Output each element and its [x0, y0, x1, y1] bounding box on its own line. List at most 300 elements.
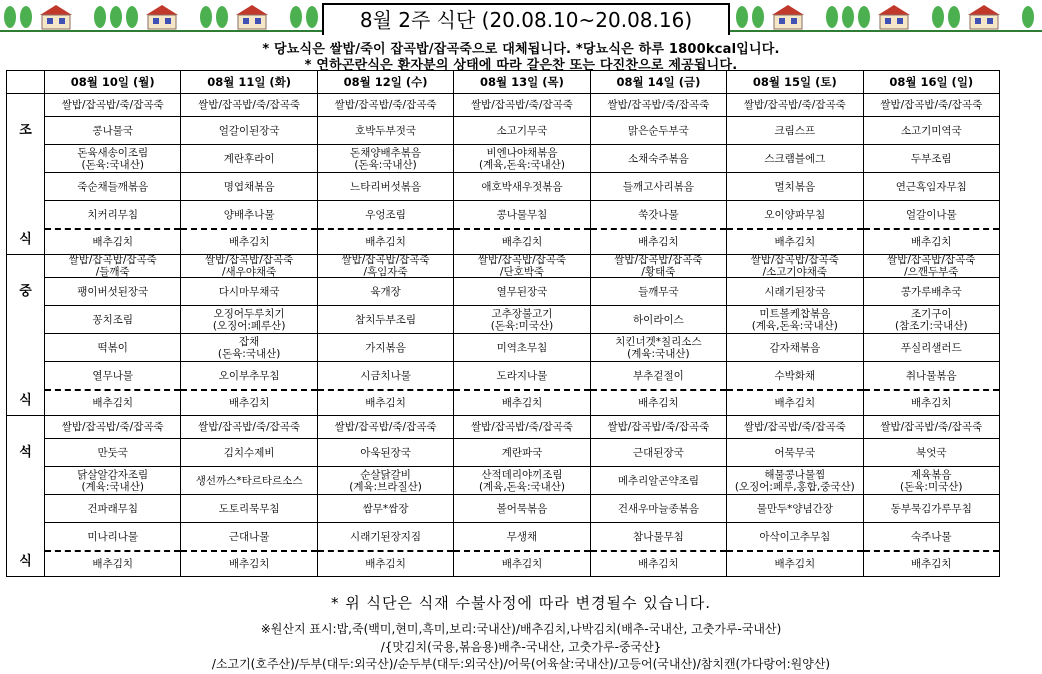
menu-item: [864, 523, 999, 552]
menu-item-text: 쌀밥/잡곡밥/죽/잡곡죽: [334, 421, 437, 433]
menu-item-text: 고추장불고기 (돈육:미국산): [490, 307, 554, 332]
menu-item-text: 잡채 (돈육:국내산): [217, 335, 281, 360]
page-title: 8월 2주 식단 (20.08.10~20.08.16): [322, 3, 730, 35]
menu-item-text: 다시마무채국: [218, 285, 280, 298]
house-tree-decoration-icon: [732, 3, 1042, 31]
menu-item: [591, 495, 726, 523]
menu-item-text: 소고기미역국: [900, 124, 962, 137]
menu-item-text: 동부묵김가루무침: [890, 502, 972, 515]
menu-item: [181, 173, 316, 201]
menu-item-text: 우엉조림: [365, 208, 406, 221]
menu-item-text: 쌀밥/잡곡밥/죽/잡곡죽: [471, 99, 573, 111]
menu-item: [181, 278, 316, 306]
menu-item-text: 소고기무국: [496, 124, 548, 137]
menu-cell: [454, 255, 590, 416]
menu-item-text: 쌀밥/잡곡밥/죽/잡곡죽: [880, 99, 983, 111]
menu-item: [864, 278, 999, 306]
diabetic-note: * 당뇨식은 쌀밥/죽이 잡곡밥/잡곡죽으로 대체됩니다. *당뇨식은 하루 1800kcal입니다.: [262, 42, 780, 57]
menu-item: [454, 334, 589, 362]
menu-cell: [181, 255, 317, 416]
menu-item-text: 쌀밥/잡곡밥/죽/잡곡죽: [743, 421, 846, 433]
meal-label-char: 식: [19, 554, 32, 569]
meal-label-char: 중: [19, 284, 32, 299]
menu-item: [45, 94, 180, 117]
menu-item-text: 쌀밥/잡곡밥/잡곡죽 /단호박죽: [477, 255, 567, 278]
menu-item-text: 오이부추무침: [218, 369, 280, 382]
menu-item: [727, 523, 862, 552]
menu-item: [454, 306, 589, 334]
menu-cell: [863, 416, 999, 577]
menu-cell: [317, 416, 453, 577]
menu-item: [591, 334, 726, 362]
menu-item: [727, 94, 862, 117]
menu-item-text: 배추김치: [228, 236, 270, 248]
menu-item-text: 배추김치: [910, 397, 952, 409]
menu-item: [454, 416, 589, 439]
menu-item-text: 메추리알곤약조림: [617, 474, 699, 487]
menu-item-text: 호박두부젓국: [355, 124, 416, 137]
menu-item: [318, 523, 453, 552]
menu-item: [45, 495, 180, 523]
menu-item-text: 어묵무국: [774, 446, 816, 459]
menu-item: [727, 416, 862, 439]
menu-item-text: 명엽채볶음: [223, 180, 275, 193]
menu-item: [454, 523, 589, 552]
menu-item-text: 시금치나물: [360, 369, 411, 382]
menu-item-text: 쌀밥/잡곡밥/죽/잡곡죽: [334, 99, 437, 111]
menu-item-text: 열무된장국: [496, 285, 548, 298]
menu-item: [318, 439, 453, 467]
menu-item: [454, 145, 589, 173]
menu-item-text: 배추김치: [638, 397, 679, 409]
menu-item-text: 애호박새우젓볶음: [481, 180, 563, 193]
menu-item-text: 돈채양배추볶음 (돈육:국내산): [350, 146, 422, 171]
menu-item-text: 푸실리샐러드: [900, 341, 962, 354]
menu-item-text: 쌀밥/잡곡밥/죽/잡곡죽: [607, 99, 710, 111]
menu-item-text: 산적데리야끼조림 (계육,돈육:국내산): [478, 468, 566, 493]
menu-item-text: 계란후라이: [223, 152, 275, 165]
menu-item: [591, 467, 726, 495]
kimchi-item: [727, 552, 862, 576]
menu-item: [864, 201, 999, 230]
day-header: 08월 12일 (수): [317, 71, 453, 94]
origin-line: /소고기(호주산)/두부(대두:외국산)/순두부(대두:외국산)/어묵(어육살:국내산)/고등어(국내산)/참치캔(가다랑어:원양산): [211, 657, 831, 671]
menu-item-text: 쌀밥/잡곡밥/죽/잡곡죽: [61, 99, 164, 111]
menu-item: [45, 416, 180, 439]
menu-item: [181, 117, 316, 145]
menu-item: [181, 145, 316, 173]
menu-item-text: 제육볶음 (돈육:미국산): [900, 468, 963, 493]
menu-item: [864, 255, 999, 278]
menu-item-text: 배추김치: [501, 236, 543, 248]
menu-cell: [454, 416, 590, 577]
menu-item-text: 닭살알감자조림 (계육:국내산): [77, 468, 149, 493]
menu-item-text: 아욱된장국: [360, 446, 411, 459]
menu-cell: [181, 94, 317, 255]
menu-item: [45, 255, 180, 278]
menu-item: [318, 173, 453, 201]
meal-label-char: 식: [19, 232, 32, 247]
menu-item-text: 가지볶음: [365, 341, 406, 354]
menu-cell: [727, 94, 863, 255]
menu-item: [727, 201, 862, 230]
meal-label-char: 석: [19, 445, 32, 460]
menu-item-text: 도라지나물: [496, 369, 548, 382]
menu-item-text: 스크램블에그: [764, 152, 826, 165]
menu-item-text: 배추김치: [228, 397, 270, 409]
change-notice: * 위 식단은 식재 수불사정에 따라 변경될수 있습니다.: [331, 594, 711, 612]
menu-item: [181, 416, 316, 439]
date-header-row: [7, 71, 1000, 94]
menu-item-text: 계란파국: [501, 446, 543, 459]
menu-item-text: 물만두*양념간장: [756, 502, 833, 515]
kimchi-item: [591, 230, 726, 254]
meal-label-breakfast: [7, 94, 45, 255]
menu-item: [454, 467, 589, 495]
menu-item-text: 느타리버섯볶음: [350, 180, 422, 193]
menu-item: [318, 145, 453, 173]
kimchi-item: [181, 391, 316, 415]
menu-item: [318, 278, 453, 306]
menu-item-text: 무생채: [506, 530, 538, 543]
menu-item-text: 오징어두루치기 (오징어:페루산): [212, 307, 286, 332]
menu-cell: [863, 94, 999, 255]
menu-item: [318, 416, 453, 439]
menu-item-text: 쑥갓나물: [638, 208, 679, 221]
kimchi-item: [45, 230, 180, 254]
kimchi-item: [454, 391, 589, 415]
menu-item-text: 쌀밥/잡곡밥/잡곡죽 /들깨죽: [68, 255, 157, 278]
menu-item: [45, 362, 180, 391]
menu-item: [181, 201, 316, 230]
menu-item: [591, 416, 726, 439]
menu-item: [45, 278, 180, 306]
meal-label-char: 조: [19, 123, 32, 138]
menu-item-text: 맑은순두부국: [627, 124, 689, 137]
menu-item: [454, 201, 589, 230]
kimchi-item: [864, 391, 999, 415]
kimchi-item: [181, 230, 316, 254]
menu-item-text: 부추겉절이: [633, 369, 684, 382]
menu-item-text: 쌀밥/잡곡밥/잡곡죽 /흑임자죽: [341, 255, 430, 278]
menu-item: [181, 334, 316, 362]
menu-item-text: 참치두부조림: [355, 313, 416, 326]
menu-item: [45, 334, 180, 362]
menu-item-text: 숙주나물: [910, 530, 952, 543]
kimchi-item: [45, 552, 180, 576]
kimchi-item: [318, 230, 453, 254]
menu-item-text: 아삭이고추무침: [759, 530, 831, 543]
menu-item: [591, 145, 726, 173]
menu-item-text: 김치수제비: [223, 446, 275, 459]
origin-line: /{맛김치(국용,볶음용)배추-국내산, 고춧가루-중국산}: [380, 640, 662, 654]
menu-cell: [45, 94, 181, 255]
menu-item-text: 양배추나물: [223, 208, 275, 221]
menu-item-text: 근대나물: [228, 530, 270, 543]
menu-item-text: 배추김치: [92, 558, 133, 570]
menu-item-text: 배추김치: [638, 236, 679, 248]
menu-cell: [590, 255, 726, 416]
kimchi-item: [591, 391, 726, 415]
menu-item-text: 만둣국: [97, 446, 128, 459]
menu-cell: [317, 94, 453, 255]
menu-item-text: 콩가루배추국: [900, 285, 962, 298]
menu-item: [45, 467, 180, 495]
menu-item: [591, 255, 726, 278]
menu-item-text: 미트볼케찹볶음 (계육,돈육:국내산): [751, 307, 838, 332]
menu-item: [45, 117, 180, 145]
menu-item: [181, 362, 316, 391]
menu-item-text: 치커리무침: [87, 208, 139, 221]
kimchi-item: [864, 230, 999, 254]
menu-item: [864, 173, 999, 201]
menu-item-text: 들깨무국: [638, 285, 679, 298]
menu-item-text: 쌀밥/잡곡밥/잡곡죽 /으깬두부죽: [887, 255, 976, 278]
menu-item-text: 건새우마늘종볶음: [617, 502, 699, 515]
menu-item-text: 들깨고사리볶음: [622, 180, 694, 193]
menu-item-text: 두부조림: [910, 152, 952, 165]
menu-cell: [181, 416, 317, 577]
meal-label-lunch: [7, 255, 45, 416]
menu-item-text: 소채숙주볶음: [627, 152, 689, 165]
menu-item-text: 쌀밥/잡곡밥/죽/잡곡죽: [743, 99, 846, 111]
meal-row-breakfast: [7, 94, 1000, 255]
menu-item: [727, 145, 862, 173]
day-header: 08월 16일 (일): [863, 71, 999, 94]
menu-item-text: 볼어묵볶음: [496, 502, 548, 515]
kimchi-item: [727, 230, 862, 254]
menu-item: [318, 362, 453, 391]
menu-item: [45, 145, 180, 173]
menu-item: [727, 362, 862, 391]
menu-item-text: 시래기된장지짐: [350, 530, 422, 543]
menu-item-text: 참나물무침: [633, 530, 684, 543]
menu-item: [864, 117, 999, 145]
menu-item: [318, 334, 453, 362]
kimchi-item: [181, 552, 316, 576]
menu-item-text: 수박화채: [774, 369, 816, 382]
meal-row-lunch: [7, 255, 1000, 416]
menu-item: [864, 306, 999, 334]
menu-item-text: 배추김치: [228, 558, 270, 570]
menu-item-text: 미나리나물: [87, 530, 139, 543]
menu-item-text: 배추김치: [501, 558, 543, 570]
menu-item: [727, 495, 862, 523]
menu-item: [864, 416, 999, 439]
menu-item: [591, 117, 726, 145]
menu-item: [864, 362, 999, 391]
house-tree-decoration-icon: [0, 3, 320, 31]
menu-item-text: 생선까스*타르타르소스: [195, 474, 303, 487]
menu-cell: [454, 94, 590, 255]
menu-item: [591, 362, 726, 391]
menu-item: [45, 173, 180, 201]
menu-item-text: 얼갈이된장국: [218, 124, 280, 137]
menu-cell: [590, 416, 726, 577]
menu-item-text: 쌀밥/잡곡밥/죽/잡곡죽: [61, 421, 164, 433]
menu-cell: [863, 255, 999, 416]
menu-item: [181, 94, 316, 117]
menu-item: [591, 201, 726, 230]
menu-item: [45, 306, 180, 334]
menu-item: [318, 255, 453, 278]
menu-item-text: 건파래무침: [87, 502, 139, 515]
meal-label-char: 식: [19, 393, 32, 408]
kimchi-item: [454, 552, 589, 576]
menu-item: [591, 94, 726, 117]
menu-item: [727, 334, 862, 362]
kimchi-item: [454, 230, 589, 254]
menu-item-text: 배추김치: [774, 397, 816, 409]
menu-item: [318, 467, 453, 495]
menu-item: [727, 439, 862, 467]
menu-item: [591, 439, 726, 467]
menu-item: [454, 439, 589, 467]
menu-item: [181, 306, 316, 334]
meal-label-dinner: [7, 416, 45, 577]
dysphagia-note: * 연하곤란식은 환자분의 상태에 따라 갈은찬 또는 다진찬으로 제공됩니다.: [304, 58, 738, 73]
menu-item-text: 꽁치조림: [92, 313, 133, 326]
header-banner: [0, 0, 1042, 38]
menu-item-text: 배추김치: [365, 397, 406, 409]
menu-item: [864, 495, 999, 523]
menu-item-text: 배추김치: [774, 236, 816, 248]
menu-item-text: 멸치볶음: [774, 180, 816, 193]
menu-item: [181, 467, 316, 495]
menu-cell: [45, 255, 181, 416]
kimchi-item: [318, 552, 453, 576]
menu-item: [727, 467, 862, 495]
menu-item: [318, 201, 453, 230]
menu-item: [181, 523, 316, 552]
menu-item-text: 육개장: [370, 285, 401, 298]
menu-item-text: 열무나물: [92, 369, 133, 382]
menu-item-text: 쌀밥/잡곡밥/죽/잡곡죽: [880, 421, 983, 433]
menu-item-text: 도토리묵무침: [218, 502, 280, 515]
day-header: 08월 10일 (월): [45, 71, 181, 94]
origin-line: ※원산지 표시:밥,죽(백미,현미,흑미,보리:국내산)/배추김치,나박김치(배추-국내산, 고춧가루-국내산): [260, 622, 782, 636]
menu-item: [318, 495, 453, 523]
menu-item-text: 떡볶이: [97, 341, 128, 354]
menu-item-text: 오이양파무침: [764, 208, 826, 221]
menu-item: [318, 117, 453, 145]
menu-cell: [317, 255, 453, 416]
day-header: 08월 14일 (금): [590, 71, 726, 94]
menu-item: [454, 362, 589, 391]
menu-item-text: 치킨너겟*칠리소스 (계육:국내산): [615, 335, 702, 360]
menu-item: [727, 255, 862, 278]
menu-item-text: 쌀밥/잡곡밥/잡곡죽 /새우야채죽: [205, 255, 294, 278]
menu-item: [454, 278, 589, 306]
day-header: 08월 11일 (화): [181, 71, 317, 94]
menu-cell: [590, 94, 726, 255]
menu-item-text: 돈육새송이조림 (돈육:국내산): [77, 146, 149, 171]
menu-item: [591, 173, 726, 201]
menu-item-text: 쌀밥/잡곡밥/죽/잡곡죽: [471, 421, 573, 433]
menu-item-text: 시래기된장국: [764, 285, 826, 298]
menu-item-text: 하이라이스: [633, 313, 684, 326]
menu-item-text: 배추김치: [501, 397, 543, 409]
menu-item: [727, 278, 862, 306]
menu-item: [864, 439, 999, 467]
menu-item-text: 쌀밥/잡곡밥/잡곡죽 /황태죽: [614, 255, 703, 278]
menu-item: [591, 278, 726, 306]
menu-item: [454, 495, 589, 523]
menu-item: [591, 306, 726, 334]
menu-item-text: 연근흑임자무침: [895, 180, 967, 193]
corner-cell: [7, 71, 45, 94]
menu-item: [454, 117, 589, 145]
menu-item-text: 쌀밥/잡곡밥/잡곡죽 /소고기야채죽: [750, 255, 839, 278]
menu-item: [454, 173, 589, 201]
menu-item: [727, 173, 862, 201]
menu-item-text: 쌈무*쌈장: [362, 502, 409, 515]
menu-item-text: 콩나물국: [92, 124, 133, 137]
menu-item-text: 죽순채들깨볶음: [77, 180, 149, 193]
menu-item-text: 콩나물무침: [496, 208, 548, 221]
menu-item: [864, 94, 999, 117]
menu-item: [727, 306, 862, 334]
menu-item-text: 얼갈이나물: [905, 208, 957, 221]
day-header: 08월 15일 (토): [727, 71, 863, 94]
menu-item-text: 배추김치: [774, 558, 816, 570]
menu-item-text: 쌀밥/잡곡밥/죽/잡곡죽: [607, 421, 710, 433]
menu-item: [591, 523, 726, 552]
menu-item: [864, 145, 999, 173]
menu-cell: [727, 416, 863, 577]
menu-item: [864, 334, 999, 362]
meal-row-dinner: [7, 416, 1000, 577]
menu-cell: [727, 255, 863, 416]
menu-item: [864, 467, 999, 495]
menu-item-text: 근대된장국: [633, 446, 684, 459]
menu-item: [181, 439, 316, 467]
menu-item: [318, 306, 453, 334]
menu-item-text: 쌀밥/잡곡밥/죽/잡곡죽: [198, 421, 301, 433]
menu-item: [454, 255, 589, 278]
menu-item-text: 감자채볶음: [769, 341, 821, 354]
weekly-menu-table: [6, 70, 1000, 577]
menu-item: [181, 255, 316, 278]
menu-item-text: 배추김치: [910, 558, 952, 570]
menu-item-text: 배추김치: [365, 558, 406, 570]
menu-item-text: 미역초무침: [496, 341, 548, 354]
menu-item: [454, 94, 589, 117]
menu-item-text: 배추김치: [92, 397, 133, 409]
menu-item-text: 배추김치: [910, 236, 952, 248]
menu-item: [318, 94, 453, 117]
menu-item-text: 조기구이 (참조기:국내산): [894, 307, 968, 332]
menu-item: [45, 523, 180, 552]
day-header: 08월 13일 (목): [454, 71, 590, 94]
menu-item-text: 배추김치: [92, 236, 133, 248]
menu-item: [181, 495, 316, 523]
menu-item-text: 팽이버섯된장국: [77, 285, 149, 298]
kimchi-item: [318, 391, 453, 415]
kimchi-item: [45, 391, 180, 415]
menu-item-text: 북엇국: [916, 446, 947, 459]
menu-item-text: 배추김치: [638, 558, 679, 570]
kimchi-item: [591, 552, 726, 576]
menu-item-text: 배추김치: [365, 236, 406, 248]
kimchi-item: [864, 552, 999, 576]
menu-cell: [45, 416, 181, 577]
menu-item-text: 순살닭갈비 (계육:브라질산): [349, 468, 422, 493]
menu-item-text: 비엔나야채볶음 (계육,돈육:국내산): [478, 146, 566, 171]
menu-item-text: 크림스프: [774, 124, 816, 137]
menu-item-text: 취나물볶음: [905, 369, 957, 382]
menu-item-text: 해물콩나물찜 (오징어:페루,홍합,중국산): [734, 468, 855, 493]
